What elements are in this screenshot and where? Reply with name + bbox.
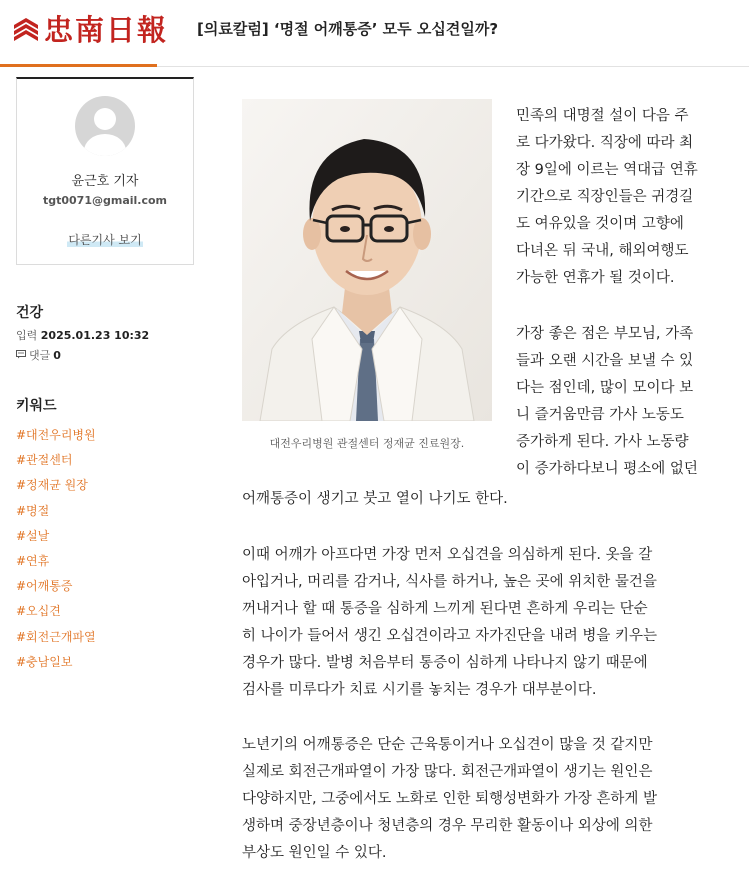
keyword-link[interactable]: #연휴: [16, 553, 50, 568]
article-line: 이때 어깨가 아프다면 가장 먼저 오십견을 의심하게 된다. 옷을 갈: [242, 547, 653, 563]
article-line: 다는 점인데, 많이 모이다 보: [516, 380, 694, 396]
article-line: 가장 좋은 점은 부모님, 가족: [516, 326, 694, 342]
keyword-link[interactable]: #충남일보: [16, 654, 73, 669]
section-name[interactable]: 건강: [16, 305, 44, 321]
site-logo[interactable]: [12, 8, 168, 52]
article-line: 경우가 많다. 발병 처음부터 통증이 심하게 나타나지 않기 때문에: [242, 655, 648, 671]
photo-caption: 대전우리병원 관절센터 정재균 진료원장.: [269, 437, 465, 450]
article-line: 히 나이가 들어서 생긴 오십견이라고 자가진단을 내려 병을 키우는: [242, 628, 658, 644]
more-articles-link-label[interactable]: 다른기사 보기: [68, 233, 142, 247]
article-line: 다녀온 뒤 국내, 해외여행도: [516, 243, 689, 259]
keyword-link[interactable]: #정재균 원장: [16, 478, 88, 493]
article-line: 아입거나, 머리를 감거나, 식사를 하거나, 높은 곳에 위치한 물건을: [242, 574, 657, 590]
keyword-link[interactable]: #관절센터: [16, 453, 73, 468]
article-headline: [의료칼럼] ‘명절 어깨통증’ 모두 오십견일까?: [197, 20, 499, 38]
logo-text: 忠南日報: [44, 13, 169, 47]
more-articles-link[interactable]: [17, 231, 193, 248]
article-line: 다양하지만, 그중에서도 노화로 인한 퇴행성변화가 가장 흔하게 발: [242, 791, 658, 807]
comment-value: 0: [53, 348, 61, 362]
article-line: 들과 오랜 시간을 보낼 수 있: [516, 353, 694, 369]
article-line: 증가하게 된다. 가사 노동량: [516, 434, 689, 450]
article-line: 기간으로 직장인들은 귀경길: [516, 189, 694, 205]
article-line: 검사를 미루다가 치료 시기를 놓치는 경우가 대부분이다.: [242, 682, 597, 698]
keywords-title: 키워드: [16, 398, 57, 414]
article-line: 부상도 원인일 수 있다.: [242, 845, 387, 861]
reporter-profile: [16, 77, 194, 265]
publish-date: [16, 327, 149, 343]
keyword-link[interactable]: #어깨통증: [16, 579, 73, 594]
keyword-link[interactable]: #오십견: [16, 604, 61, 619]
article-line: 꺼내거나 할 때 통증을 심하게 느끼게 된다면 흔하게 우리는 단순: [242, 601, 648, 617]
keyword-link[interactable]: #대전우리병원: [16, 428, 96, 442]
article-line: 실제로 회전근개파열이 가장 많다. 회전근개파열이 생기는 원인은: [242, 764, 653, 780]
keyword-list: [16, 425, 96, 677]
article-line: 생하며 중장년층이나 청년층의 경우 무리한 활동이나 외상에 의한: [242, 818, 653, 834]
logo-mark-icon: [12, 16, 40, 44]
article-line: 민족의 대명절 설이 다음 주: [516, 108, 689, 124]
article-line: 도 여유있을 것이며 고향에: [516, 216, 684, 232]
keyword-link[interactable]: #명절: [16, 503, 50, 518]
reporter-email[interactable]: tgt0071@gmail.com: [42, 194, 168, 207]
article-line: 이 증가하다보니 평소에 없던: [516, 461, 698, 477]
date-label: 입력: [16, 329, 38, 342]
article-line: 로 다가왔다. 직장에 따라 최: [516, 135, 694, 151]
article-line: 어깨통증이 생기고 붓고 열이 나기도 한다.: [242, 491, 508, 507]
reporter-name: 윤근호 기자: [71, 174, 139, 189]
header-accent-bar: [0, 64, 157, 67]
article-line: 니 즐거움만큼 가사 노동도: [516, 407, 684, 423]
article-line: 장 9일에 이르는 역대급 연휴: [516, 162, 698, 178]
keyword-link[interactable]: #회전근개파열: [16, 629, 96, 644]
keyword-link[interactable]: #설날: [16, 528, 50, 543]
article-line: 노년기의 어깨통증은 단순 근육통이거나 오십견이 많을 것 같지만: [242, 737, 653, 753]
comment-count[interactable]: [16, 347, 61, 363]
doctor-photo: [242, 99, 492, 421]
comment-icon: [16, 349, 26, 362]
comment-label: 댓글: [29, 349, 51, 362]
date-value: 2025.01.23 10:32: [40, 329, 150, 342]
avatar-placeholder-icon: [75, 96, 135, 156]
site-header: [0, 0, 749, 67]
article-line: 가능한 연휴가 될 것이다.: [516, 270, 675, 286]
